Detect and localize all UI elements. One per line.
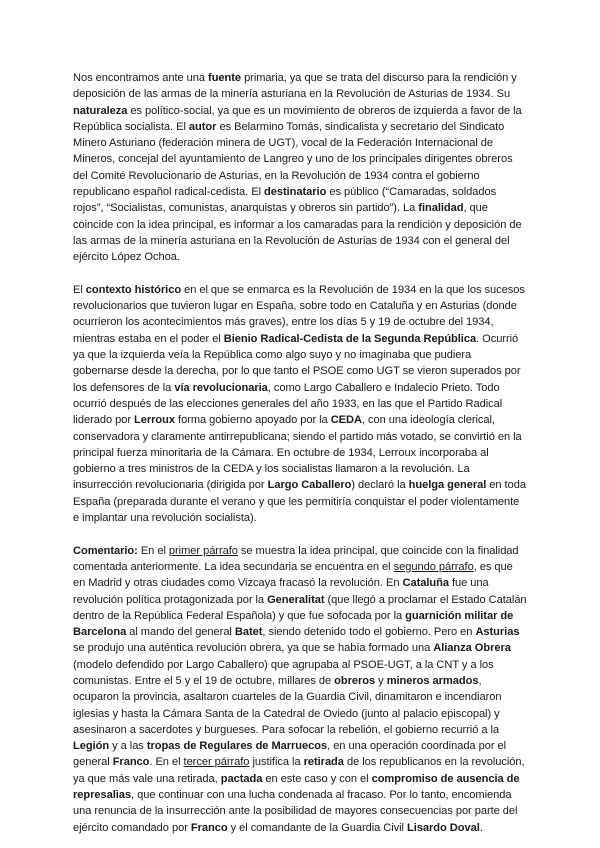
text-segment: En el (137, 544, 169, 557)
bold-term: Bienio Radical-Cedista de la Segunda República (223, 332, 477, 345)
paragraph-fuente (73, 70, 527, 266)
text-segment: El (73, 283, 86, 296)
bold-term: guarnición militar de Barcelona (73, 609, 514, 639)
text-segment: es público (“Camaradas, soldados rojos”, “Socialistas, comunistas, anarquistas y obreros sin partido”). La (73, 186, 497, 215)
bold-term: Asturias (475, 626, 520, 639)
underlined-reference: tercer párrafo (183, 756, 250, 769)
bold-term: compromiso de ausencia de represalias (73, 772, 520, 802)
text-segment: forma gobierno apoyado por la (175, 414, 331, 427)
bold-term: Lisardo Doval (407, 821, 480, 834)
paragraph-comentario (73, 543, 527, 836)
bold-term: Franco (112, 756, 150, 769)
text-segment: , como Largo Caballero e Indalecio Prieto. Todo ocurrió después de las elecciones generales del año 1933, en las que el Partido Radical liderado por (73, 381, 503, 427)
text-segment: . En el (149, 756, 184, 769)
text-segment: , que continuar con una lucha condenada al fracaso. Por lo tanto, encomienda una renuncia de la insurrección ante la posibilidad de mayores consecuencias por parte del ejército comandado por (73, 789, 518, 834)
document-body (73, 70, 527, 836)
text-segment: y (375, 674, 387, 687)
paragraph-contexto (73, 282, 527, 526)
text-segment: primaria, ya que se trata del discurso para la rendición y deposición de las armas de la minería asturiana en la Revolución de Asturias de 1934. Su (73, 72, 517, 101)
text-segment: Nos encontramos ante una (73, 72, 209, 84)
bold-term: fuente (208, 72, 242, 84)
text-segment: y el comandante de la Guardia Civil (227, 821, 408, 834)
text-segment: , es que en Madrid y otras ciudades como Vizcaya fracasó la revolución. En (73, 560, 513, 590)
text-segment: en este caso y con el (262, 772, 372, 785)
bold-term: CEDA (330, 414, 362, 427)
text-segment: . Ocurrió ya que la izquierda veía la República como algo suyo y no imaginaba que pudiera gobernarse desde la derecha, por lo que tanto el PSOE como UGT se vieron superados por los defensores de la (73, 332, 521, 394)
bold-term: Comentario: (73, 544, 138, 557)
bold-term: finalidad (418, 202, 464, 215)
bold-term: Generalitat (267, 593, 325, 606)
text-segment: . (479, 821, 483, 834)
bold-term: Legión (73, 740, 110, 753)
bold-term: retirada (303, 756, 344, 769)
text-segment: , ocuparon la provincia, asaltaron cuarteles de la Guardia Civil, dinamitaron e incendiaron iglesias y hasta la Cámara Santa de la Catedral de Oviedo (junto al palacio episcopal) y asesinaron a sacerdotes y burgueses. Para sofocar la rebelión, el gobierno recurrió a la (73, 674, 502, 736)
text-segment: , siendo detenido todo el gobierno. Pero en (262, 626, 476, 639)
text-segment: (modelo defendido por Largo Caballero) que agrupaba al PSOE-UGT, a la CNT y a los comunistas. Entre el 5 y el 19 de octubre, millares de (73, 658, 494, 687)
text-segment: y a las (109, 740, 147, 753)
text-segment: es político-social, ya que es un movimiento de obreros de izquierda a favor de la República socialista. El (73, 104, 522, 133)
text-segment: de los republicanos en la revolución, ya que más vale una retirada, (73, 756, 525, 785)
text-segment: (que llegó a proclamar el Estado Catalán dentro de la República Federal Española) y que fue sofocada por la (73, 593, 527, 622)
bold-term: Lerroux (134, 414, 175, 427)
text-segment: en toda España (preparada durante el verano y que les permitiría conquistar el poder violentamente e implantar una revolución socialista). (73, 479, 526, 525)
bold-term: destinatario (264, 186, 327, 199)
bold-term: autor (188, 120, 217, 133)
text-segment: es Belarmino Tomás, sindicalista y secretario del Sindicato Minero Asturiano (federación minera de UGT), vocal de la Federación Internacional de Mineros, concejal del ayuntamiento de Langreo y uno de los principales dirigentes obreros del Comité Revolucionario de Asturias, en la Revolución de 1934 contra el gobierno republicano español radical-cedista. El (73, 120, 513, 199)
bold-term: tropas de Regulares de Marruecos (146, 740, 328, 753)
text-segment: , en una operación coordinada por el general (73, 740, 507, 769)
bold-term: pactada (220, 772, 263, 785)
text-segment: , que coincide con la idea principal, es informar a los camaradas para la rendición y deposición de las armas de la minería asturiana en la Revolución de Asturias de 1934 con el general del ejército López Ochoa. (73, 202, 522, 264)
text-segment: ) declaró la (351, 479, 409, 492)
bold-term: Alianza Obrera (433, 642, 511, 655)
text-segment: se muestra la idea principal, que coincide con la finalidad comentada anteriormente. La idea secundaria se encuentra en el (73, 544, 519, 573)
bold-term: Batet (234, 626, 263, 639)
bold-term: Franco (190, 821, 228, 834)
text-segment: se produjo una auténtica revolución obrera, ya que se había formado una (73, 642, 434, 655)
bold-term: huelga general (408, 479, 487, 492)
bold-term: Largo Caballero (267, 479, 352, 492)
bold-term: obreros (334, 674, 376, 687)
text-segment: justifica la (249, 756, 304, 769)
bold-term: contexto histórico (85, 283, 182, 296)
text-segment: en el que se enmarca es la Revolución de 1934 en la que los sucesos revolucionarios que tuvieron lugar en España, sobre todo en Cataluña y en Asturias (donde ocurrieron los acontecimientos más graves), entre los días 5 y 19 de octubre del 1934, mientras estaba en el poder el (73, 283, 525, 345)
bold-term: naturaleza (73, 104, 128, 117)
underlined-reference: primer párrafo (168, 544, 238, 557)
text-segment: fue una revolución política protagonizada por la (73, 577, 489, 606)
bold-term: Cataluña (402, 577, 449, 590)
bold-term: mineros armados (386, 674, 479, 687)
text-segment: , con una ideología clerical, conservadora y claramente antirrepublicana; siendo el partido más votado, se convirtió en la principal fuerza minoritaria de la Cámara. En octubre de 1934, Lerroux incorporaba al gobierno a tres ministros de la CEDA y los socialistas llamaron a la revolución. La insurrección revolucionaria (dirigida por (73, 414, 522, 492)
text-segment: al mando del general (126, 626, 235, 639)
underlined-reference: segundo párrafo (393, 560, 474, 573)
bold-term: vía revolucionaria (174, 381, 268, 394)
